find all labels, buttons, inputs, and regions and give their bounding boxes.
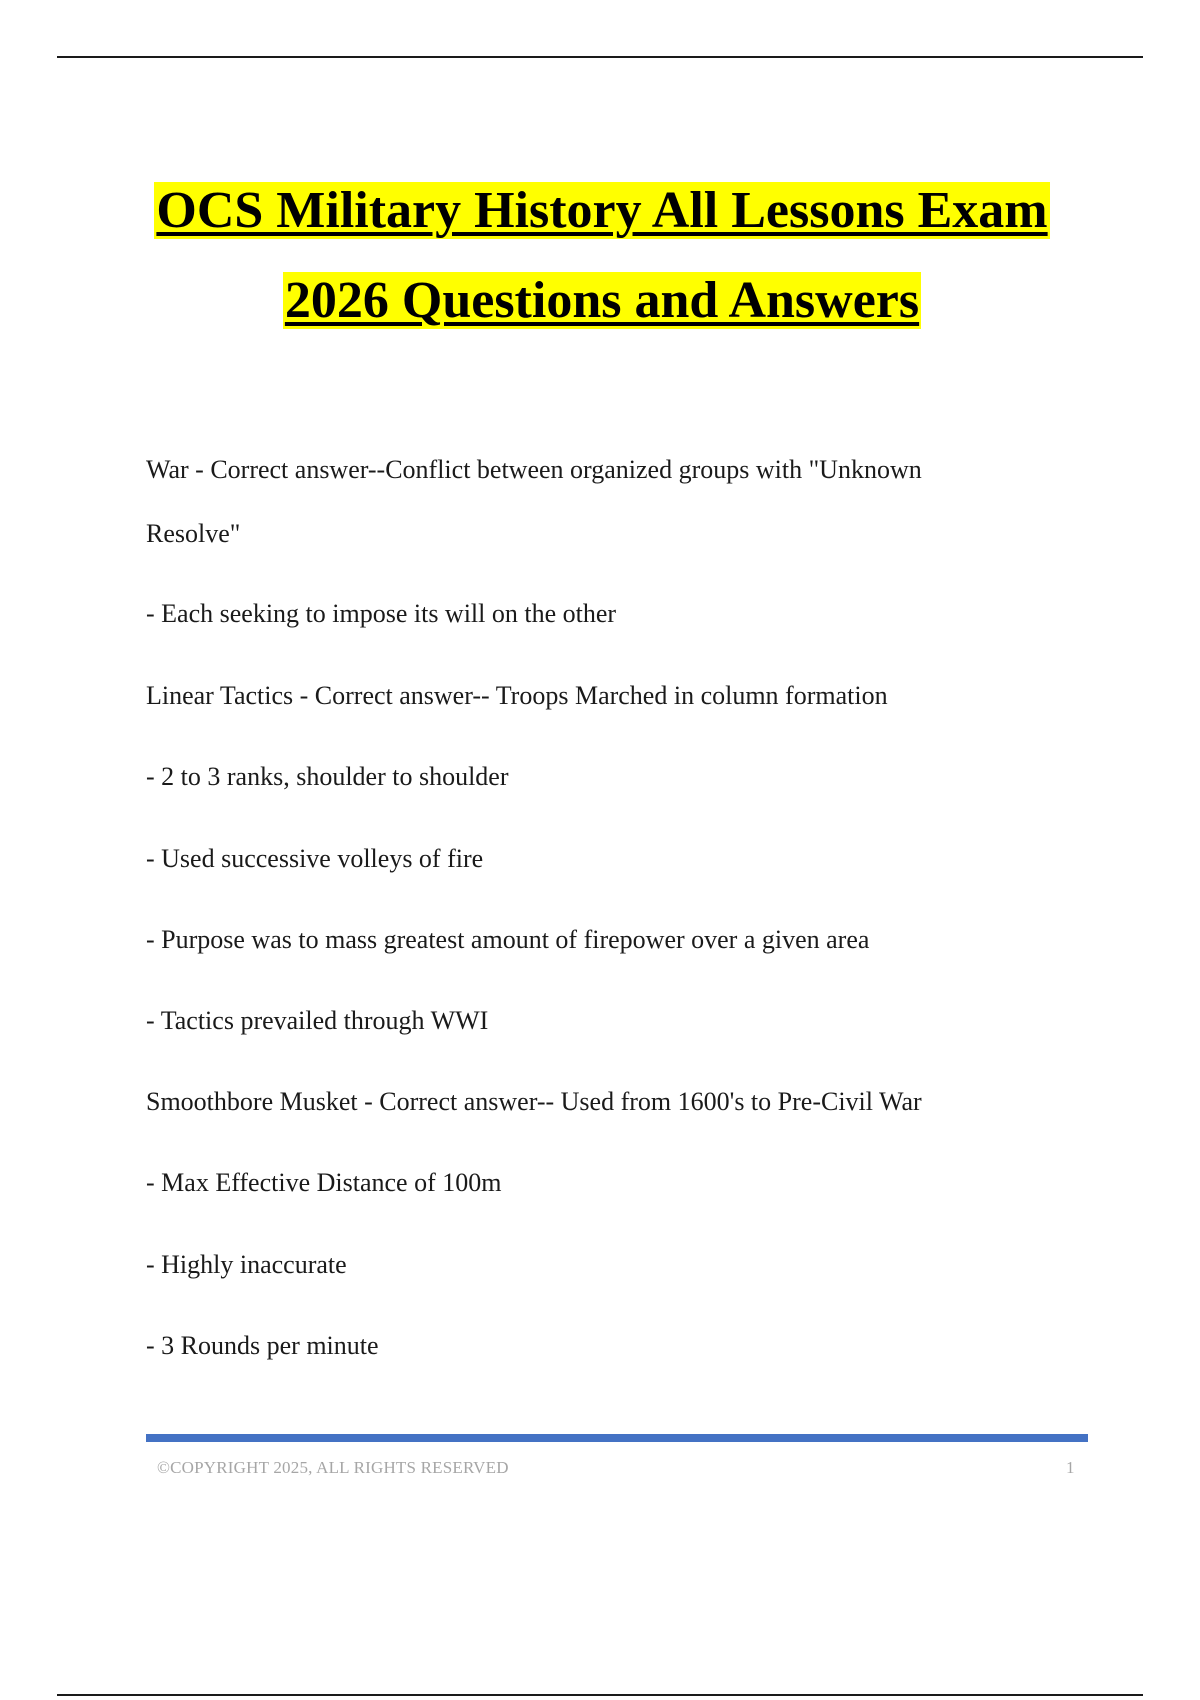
page-top-rule (57, 56, 1143, 58)
body-line: - Highly inaccurate (146, 1250, 347, 1279)
body-line: Resolve" (146, 519, 241, 548)
body-line: - Tactics prevailed through WWI (146, 1006, 489, 1035)
body-line: - Each seeking to impose its will on the other (146, 599, 617, 628)
body-line: Smoothbore Musket - Correct answer-- Used from 1600's to Pre-Civil War (146, 1087, 922, 1116)
footer-page-number: 1 (1066, 1458, 1075, 1477)
footer-copyright: ©COPYRIGHT 2025, ALL RIGHTS RESERVED (157, 1458, 509, 1477)
title-line-2-text: 2026 Questions and Answers (284, 272, 920, 329)
body-line: - 2 to 3 ranks, shoulder to shoulder (146, 762, 509, 791)
title-line-1-text: OCS Military History All Lessons Exam (156, 182, 1048, 239)
body-line: - Used successive volleys of fire (146, 844, 484, 873)
body-line: - Purpose was to mass greatest amount of firepower over a given area (146, 925, 870, 954)
page-bottom-rule (57, 1694, 1143, 1696)
body-line: War - Correct answer--Conflict between organized groups with "Unknown (146, 455, 922, 484)
title-line-1 (0, 180, 1200, 242)
footer-bar (146, 1434, 1088, 1442)
title-line-2 (0, 270, 1200, 332)
body-line: - Max Effective Distance of 100m (146, 1168, 502, 1197)
body-line: - 3 Rounds per minute (146, 1331, 379, 1360)
body-line: Linear Tactics - Correct answer-- Troops Marched in column formation (146, 681, 888, 710)
